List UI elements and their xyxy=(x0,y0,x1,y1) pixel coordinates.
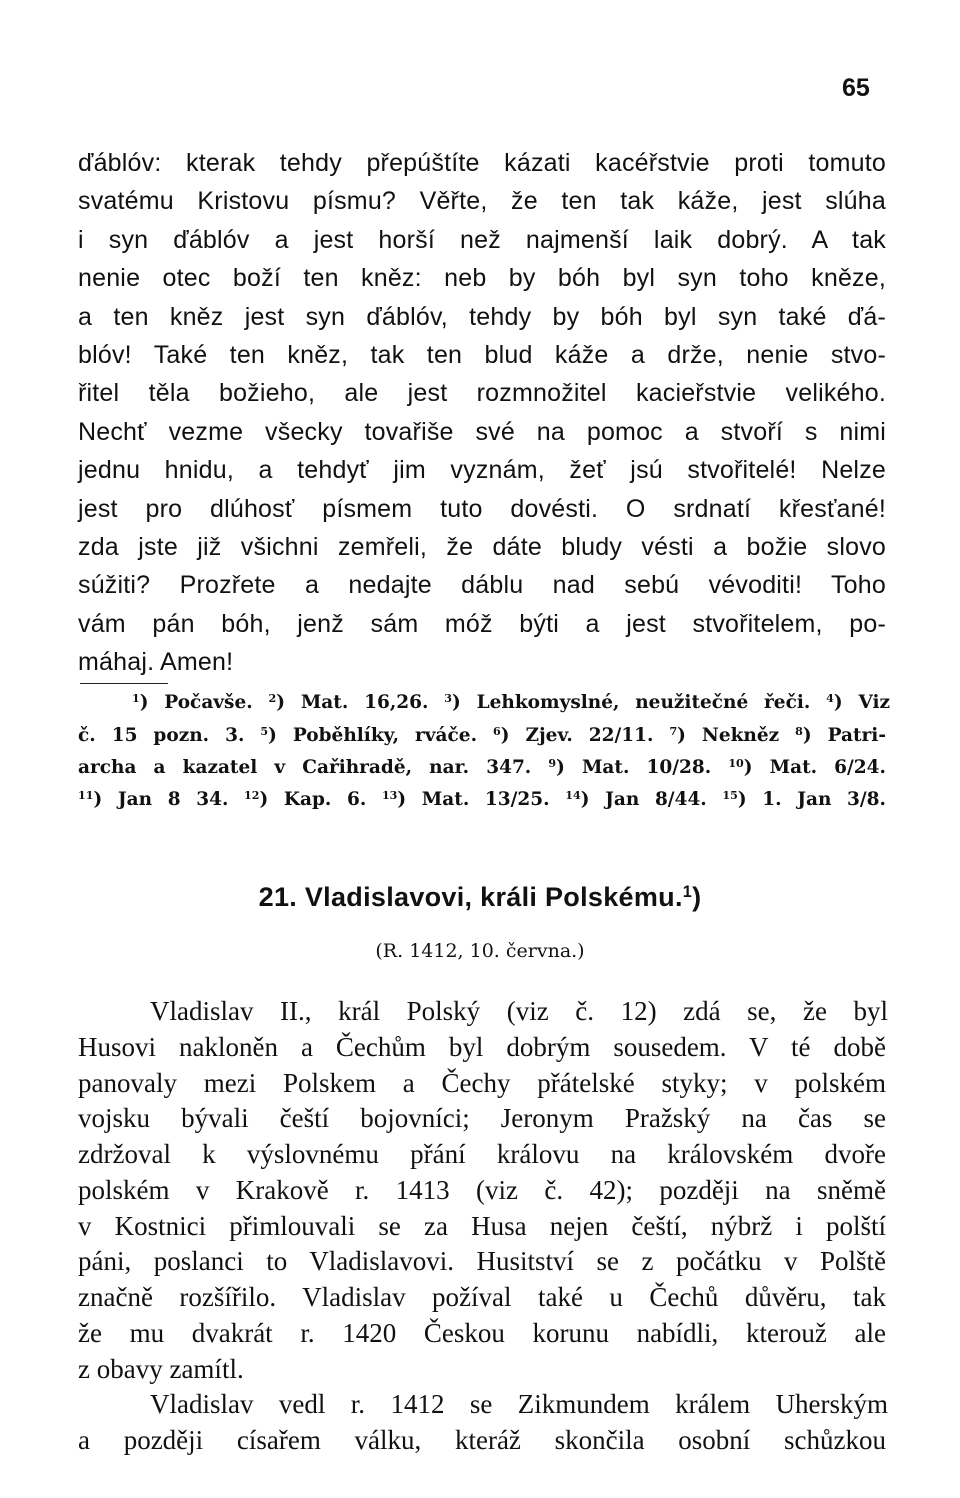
text-line: jednu hnidu, a tehdyť jim vyznám, žeť jsú stvořitelé! Nelze xyxy=(78,456,886,484)
text-line: v Kostnici přimlouvali se za Husa nejen čeští, nýbrž i polští xyxy=(78,1211,886,1241)
text-line: vám pán bóh, jenž sám móž býti a jest stvořitelem, po- xyxy=(78,610,886,638)
text-line: Nechť vezme všecky tovařiše své na pomoc a stvoří s nimi xyxy=(78,418,886,446)
text-line: zda jste již všichni zemřeli, že dáte bludy vésti a božie slovo xyxy=(78,533,886,561)
text-line: vojsku bývali čeští bojovníci; Jeronym Pražský na čas se xyxy=(78,1103,886,1133)
section-heading: 21. Vladislavovi, králi Polskému.$^1$) xyxy=(258,882,702,912)
text-line: Vladislav II., král Polský (viz č. 12) zdá se, že byl xyxy=(150,996,888,1026)
text-line: blóv! Také ten kněz, tak ten blud káže a drže, nenie stvo- xyxy=(78,341,886,369)
footnote-line: $^1$) Počavše. $^2$) Mat. 16,26. $^3$) Lehkomyslné, neužitečné řeči. $^4$) Viz xyxy=(132,691,891,713)
text-line: jest pro dlúhosť písmem tuto dovésti. O srdnatí křesťané! xyxy=(78,495,886,523)
text-line: zdržoval k výslovnému přání královu na královském dvoře xyxy=(78,1139,886,1169)
footnote-divider xyxy=(80,683,168,684)
text-line: panovaly mezi Polskem a Čechy přátelské styky; v polském xyxy=(78,1068,886,1098)
footnote-line: $^{11}$) Jan 8 34. $^{12}$) Kap. 6. $^{13}$) Mat. 13/25. $^{14}$) Jan 8/44. $^{15}$) 1. Jan 3/8. xyxy=(78,788,886,810)
page-number: 65 xyxy=(842,74,870,102)
text-line: súžiti? Prozřete a nedajte dáblu nad sebú vévoditi! Toho xyxy=(78,571,886,599)
footnote-line: č. 15 pozn. 3. $^5$) Poběhlíky, rváče. $^6$) Zjev. 22/11. $^7$) Nekněz $^8$) Patri- xyxy=(78,724,886,746)
text-line: ďáblóv: kterak tehdy přepúštíte kázati kacéřstvie proti tomuto xyxy=(78,149,886,177)
text-line: z obavy zamítl. xyxy=(78,1354,244,1384)
text-line: a ten kněz jest syn ďáblóv, tehdy by bóh byl syn také ďá- xyxy=(78,303,886,331)
footnote-line: archa a kazatel v Cařihradě, nar. 347. $^9$) Mat. 10/28. $^{10}$) Mat. 6/24. xyxy=(78,756,886,778)
text-line: i syn ďáblóv a jest horší než najmenší laik dobrý. A tak xyxy=(78,226,886,254)
text-line: svatému Kristovu písmu? Věřte, že ten tak káže, jest slúha xyxy=(78,187,886,215)
text-line: Vladislav vedl r. 1412 se Zikmundem králem Uherským xyxy=(150,1389,888,1419)
text-line: polském v Krakově r. 1413 (viz č. 42); později na sněmě xyxy=(78,1175,886,1205)
text-line: značně rozšířilo. Vladislav požíval také u Čechů důvěru, tak xyxy=(78,1282,886,1312)
section-date: (R. 1412, 10. června.) xyxy=(375,940,585,962)
text-line: že mu dvakrát r. 1420 Českou korunu nabídli, kterouž ale xyxy=(78,1318,886,1348)
text-line: řitel těla božieho, ale jest rozmnožitel kacieřstvie velikého. xyxy=(78,379,886,407)
text-line: máhaj. Amen! xyxy=(78,648,234,676)
text-line: Husovi nakloněn a Čechům byl dobrým sousedem. V té době xyxy=(78,1032,886,1062)
text-line: nenie otec boží ten kněz: neb by bóh byl syn toho kněze, xyxy=(78,264,886,292)
text-line: páni, poslanci to Vladislavovi. Husitství se z počátku v Polště xyxy=(78,1246,886,1276)
text-line: a později císařem válku, kteráž skončila osobní schůzkou xyxy=(78,1425,886,1455)
